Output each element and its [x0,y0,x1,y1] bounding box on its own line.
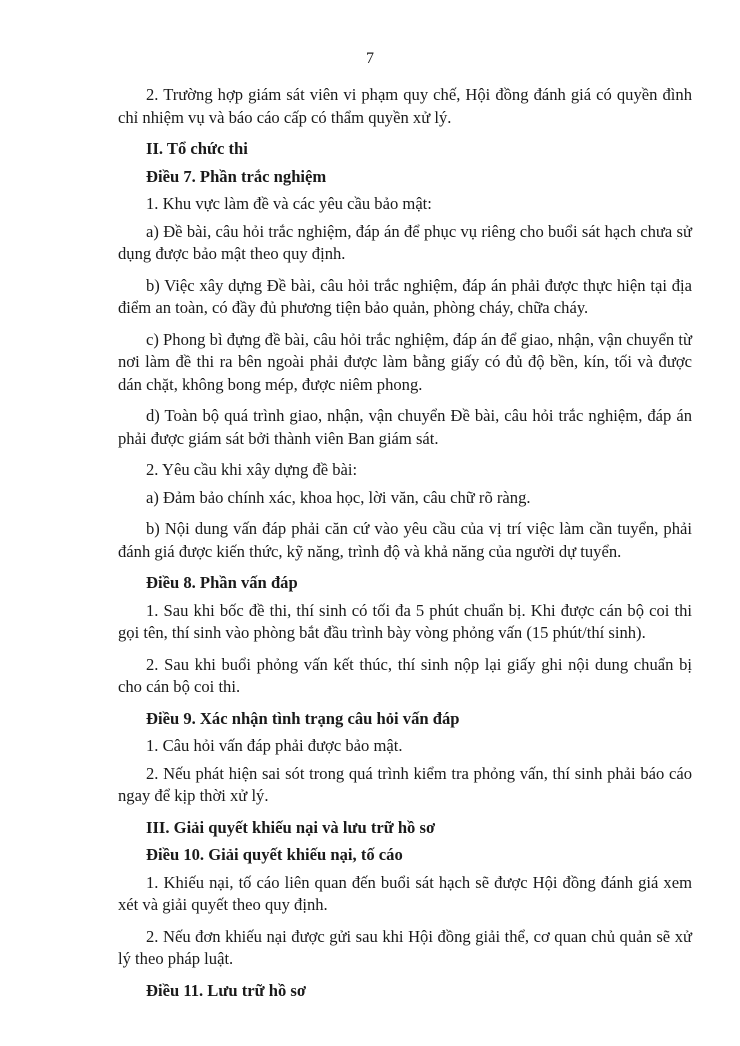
paragraph: 1. Câu hỏi vấn đáp phải được bảo mật. [146,736,403,755]
paragraph: 2. Yêu cầu khi xây dựng đề bài: [146,460,358,479]
section-heading: III. Giải quyết khiếu nại và lưu trữ hồ sơ [146,817,436,837]
paragraph: 2. Nếu đơn khiếu nại được gửi sau khi Hội đồng giải thể, cơ quan chủ quản sẽ xử lý theo pháp luật. [118,926,692,968]
section-heading: II. Tổ chức thi [146,139,248,158]
article-heading: Điều 10. Giải quyết khiếu nại, tố cáo [146,845,403,864]
document-body [118,84,692,1011]
paragraph: 2. Sau khi buổi phỏng vấn kết thúc, thí sinh nộp lại giấy ghi nội dung chuẩn bị cho cán bộ coi thi. [118,654,692,696]
article-heading: Điều 8. Phần vấn đáp [146,573,298,592]
paragraph: 2. Nếu phát hiện sai sót trong quá trình kiểm tra phỏng vấn, thí sinh phải báo cáo ngay để kịp thời xử lý. [118,763,692,805]
paragraph: d) Toàn bộ quá trình giao, nhận, vận chuyển Đề bài, câu hỏi trắc nghiệm, đáp án phải được giám sát bởi thành viên Ban giám sát. [118,406,692,448]
article-heading: Điều 11. Lưu trữ hồ sơ [146,980,307,1000]
paragraph: a) Đề bài, câu hỏi trắc nghiệm, đáp án để phục vụ riêng cho buổi sát hạch chưa sử dụng được bảo mật theo quy định. [118,221,692,263]
paragraph: b) Việc xây dựng Đề bài, câu hỏi trắc nghiệm, đáp án phải được thực hiện tại địa điểm an toàn, có đầy đủ phương tiện bảo quản, phòng cháy, chữa cháy. [118,275,692,317]
page-number: 7 [366,50,374,67]
article-heading: Điều 9. Xác nhận tình trạng câu hỏi vấn đáp [146,708,460,728]
paragraph: a) Đảm bảo chính xác, khoa học, lời văn, câu chữ rõ ràng. [146,487,531,507]
paragraph: 1. Khu vực làm đề và các yêu cầu bảo mật: [146,194,432,213]
paragraph: 1. Khiếu nại, tố cáo liên quan đến buổi sát hạch sẽ được Hội đồng đánh giá xem xét và giải quyết theo quy định. [118,872,692,914]
paragraph: 2. Trường hợp giám sát viên vi phạm quy chế, Hội đồng đánh giá có quyền đình chỉ nhiệm vụ và báo cáo cấp có thẩm quyền xử lý. [118,85,692,127]
paragraph: b) Nội dung vấn đáp phải căn cứ vào yêu cầu của vị trí việc làm cần tuyển, phải đánh giá được kiến thức, kỹ năng, trình độ và khả năng của người dự tuyển. [118,519,692,561]
paragraph: 1. Sau khi bốc đề thi, thí sinh có tối đa 5 phút chuẩn bị. Khi được cán bộ coi thi gọi tên, thí sinh vào phòng bắt đầu trình bày vòng phỏng vấn (15 phút/thí sinh). [118,600,692,642]
article-heading: Điều 7. Phần trắc nghiệm [146,166,327,186]
paragraph: c) Phong bì đựng đề bài, câu hỏi trắc nghiệm, đáp án để giao, nhận, vận chuyển từ nơi làm đề thi ra bên ngoài phải được làm bằng giấy có đủ độ bền, kín, tối và được dán chặt, không bong mép, được niêm phong. [118,329,692,394]
